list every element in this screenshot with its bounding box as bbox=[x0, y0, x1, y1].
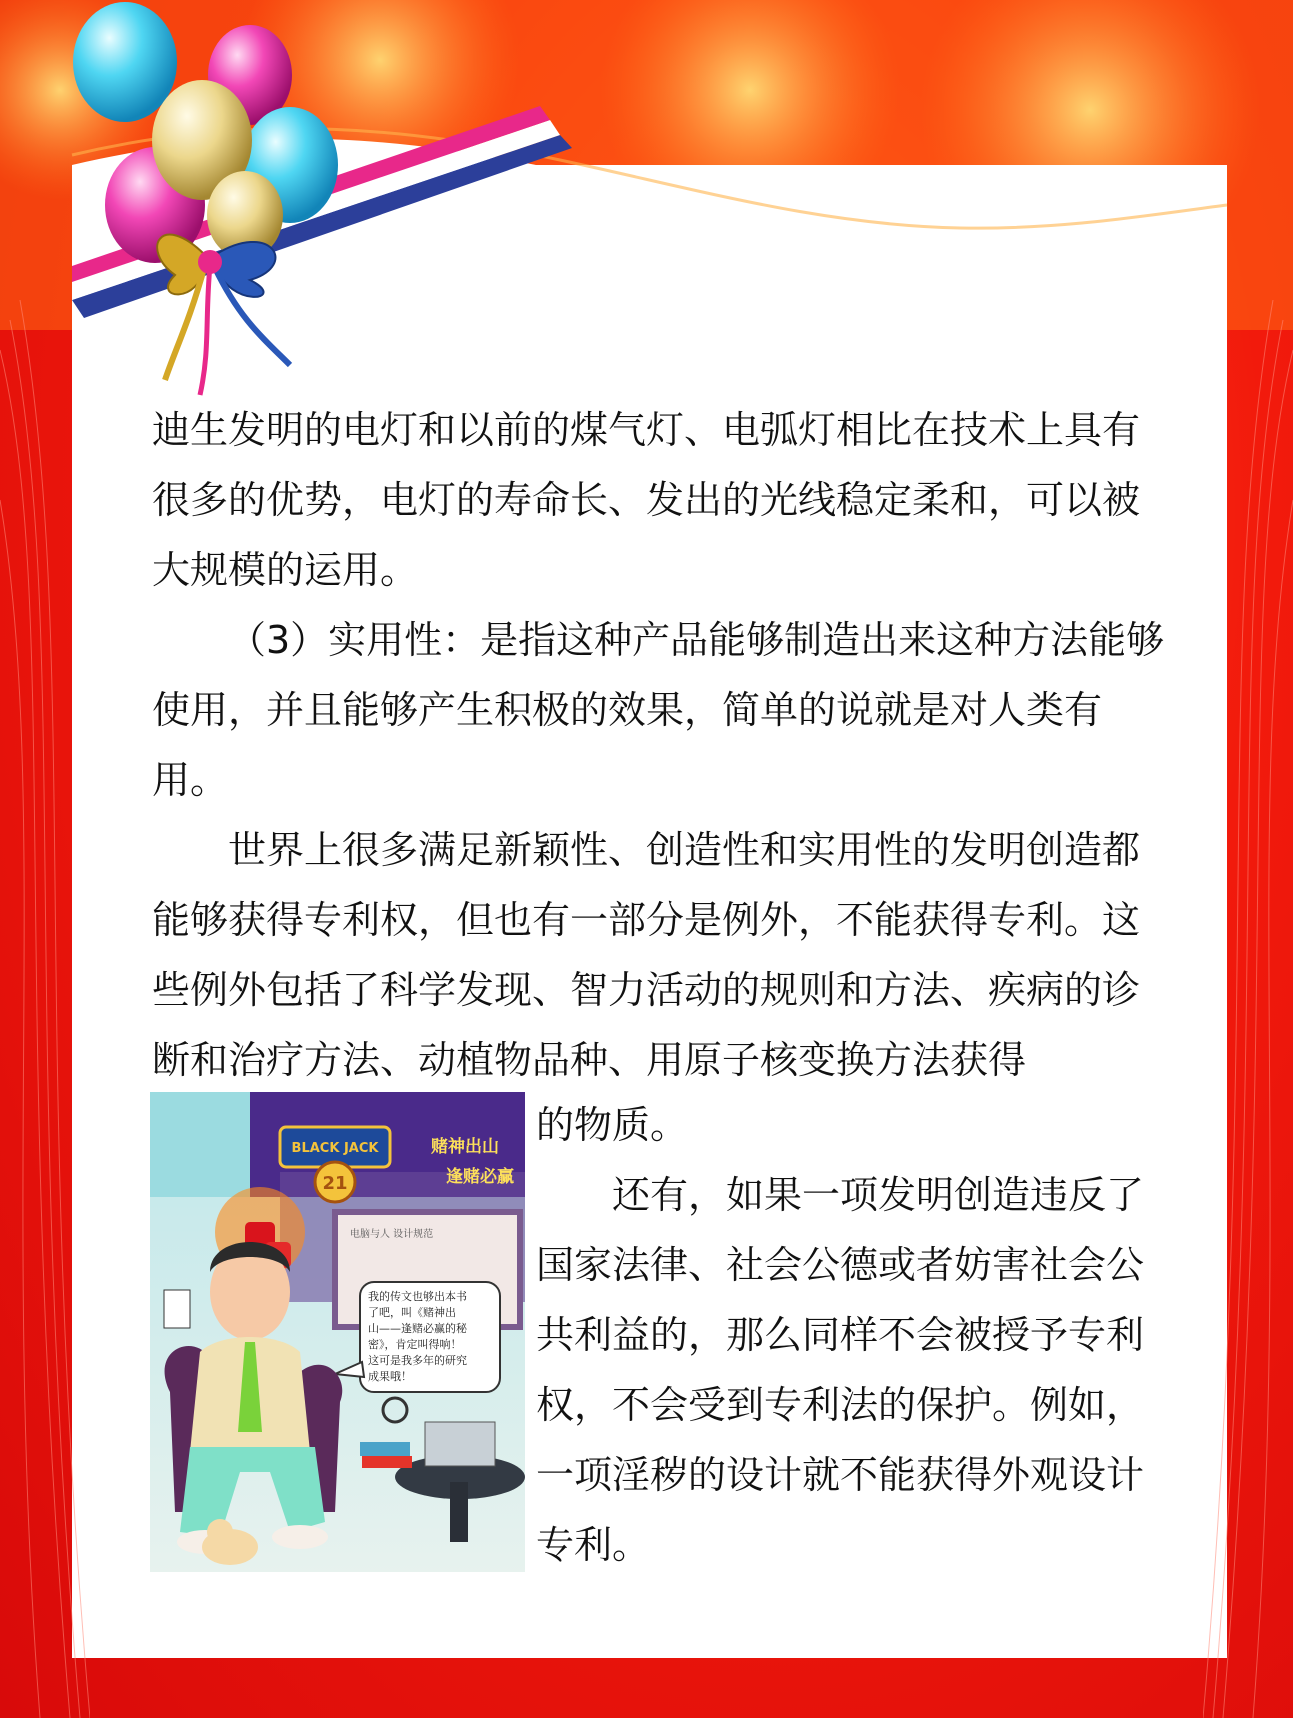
paragraph-1: 迪生发明的电灯和以前的煤气灯、电弧灯相比在技术上具有很多的优势，电灯的寿命长、发出的光线稳定柔和，可以被大规模的运用。 bbox=[152, 408, 1141, 592]
speech-line-4: 密》，肯定叫得响！ bbox=[368, 1338, 462, 1351]
speech-line-3: 山——逢赌必赢的秘 bbox=[368, 1322, 467, 1335]
paragraph-4: 还有，如果一项发明创造违反了国家法律、社会公德或者妨害社会公共利益的，那么同样不会被授予专利权，不会受到专利法的保护。例如，一项淫秽的设计就不能获得外观设计专利。 bbox=[536, 1173, 1145, 1567]
speech-line-1: 我的传文也够出本书 bbox=[368, 1290, 467, 1303]
title-line-2: 逢赌必赢 bbox=[446, 1167, 514, 1187]
paragraph-2: （3）实用性：是指这种产品能够制造出来这种方法能够使用，并且能够产生积极的效果，简单的说就是对人类有用。 bbox=[152, 618, 1165, 802]
screen-text: 电脑与人 设计规范 bbox=[350, 1229, 434, 1240]
svg-text:BLACK JACK: BLACK JACK bbox=[291, 1141, 379, 1156]
speech-line-5: 这可是我多年的研究 bbox=[368, 1354, 467, 1367]
article-text bbox=[152, 395, 1172, 1095]
paragraph-3-end: 的物质。 bbox=[536, 1103, 689, 1147]
cartoon-illustration bbox=[150, 1092, 525, 1572]
balloons-decoration bbox=[0, 0, 620, 400]
article-text-wrapped bbox=[536, 1090, 1176, 1580]
svg-text:21: 21 bbox=[322, 1173, 348, 1194]
speech-line-2: 了吧，叫《赌神出 bbox=[368, 1306, 456, 1319]
title-line-1: 赌神出山 bbox=[431, 1137, 499, 1157]
speech-line-6: 成果哦！ bbox=[368, 1370, 412, 1383]
paragraph-3: 世界上很多满足新颖性、创造性和实用性的发明创造都能够获得专利权，但也有一部分是例外，不能获得专利。这些例外包括了科学发现、智力活动的规则和方法、疾病的诊断和治疗方法、动植物品种、用原子核变换方法获得 bbox=[152, 828, 1141, 1082]
